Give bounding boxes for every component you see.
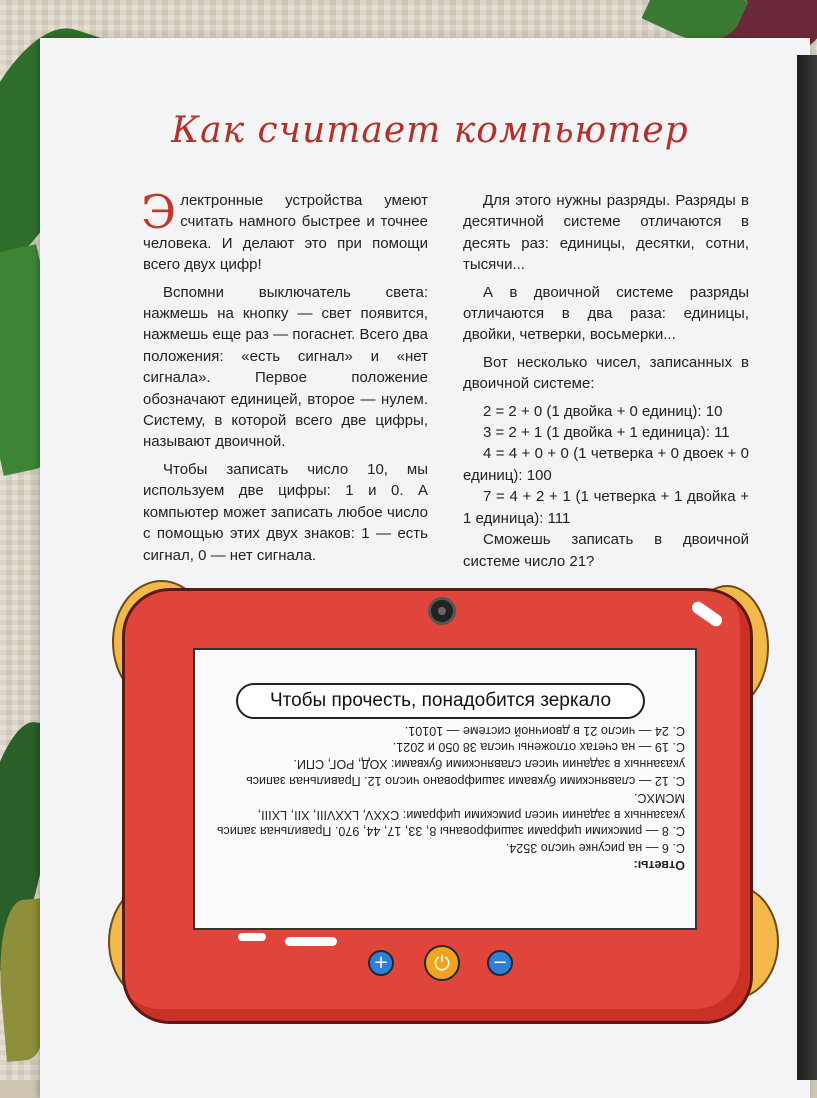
paragraph: Вспомни выключатель света: нажмешь на кнопку — свет появится, нажмешь еще раз — погаснет. Всего два положения: «есть сигнал» и «нет сигнала». Первое положение обозначают единицей, второе — нулем. Систему, в которой всего две цифры, называют двоичной.	[143, 283, 428, 451]
answers-title: Ответы:	[633, 858, 685, 873]
paragraph: Чтобы записать число 10, мы используем две цифры: 1 и 0. А компьютер может записать любое число с помощью этих двух знаков: 1 — есть сигнал, 0 — нет сигнала.	[143, 460, 428, 564]
tablet-highlight	[285, 937, 337, 946]
right-column	[463, 190, 749, 578]
page-title: Как считает компьютер	[171, 110, 689, 151]
mirrored-answers	[205, 722, 685, 873]
camera-icon	[428, 597, 456, 625]
equation: 4 = 4 + 0 + 0 (1 четверка + 0 двоек + 0 единиц): 100	[463, 445, 749, 484]
paragraph-text: лектронные устройства умеют считать намного быстрее и точнее человека. И делают это при помощи всего двух цифр!	[143, 192, 428, 274]
plus-icon: +	[368, 950, 394, 976]
minus-icon: −	[487, 950, 513, 976]
power-icon: ⏻	[424, 945, 460, 981]
left-column	[141, 185, 428, 572]
paragraph	[141, 185, 428, 276]
paragraph: Вот несколько чисел, записанных в двоичной системе:	[463, 353, 749, 393]
answer-item: С. 19 — на счетах отложены числа 38 050 и 2021.	[392, 740, 685, 755]
equation: 2 = 2 + 0 (1 двойка + 0 единиц): 10	[483, 402, 723, 420]
paragraph: А в двоичной системе разряды отличаются в два раза: единицы, двойки, четверки, восьмерки...	[463, 283, 749, 344]
question: Сможешь записать в двоичной системе число 21?	[463, 531, 749, 570]
drop-cap: Э	[141, 185, 177, 239]
paragraph: Для этого нужны разряды. Разряды в десятичной системе отличаются в десять раз: единицы, десятки, сотни, тысячи...	[463, 192, 749, 274]
answer-item: С. 12 — славянскими буквами зашифровано число 12. Правильная запись указанных в задании чисел славянскими буквами: ХОД, РОГ, СПИ.	[246, 757, 685, 789]
answer-item: С. 24 — число 21 в двоичной системе — 10101.	[404, 723, 685, 738]
answer-item: С. 8 — римскими цифрами зашифрованы 8, 33, 17, 44, 970. Правильная запись указанных в задании чисел римскими цифрами: CXXV, LXXVIII, XII, LXIII, MCMXC.	[216, 790, 685, 839]
answer-item: С. 6 — на рисунке число 3524.	[505, 841, 685, 856]
book-cover-edge	[797, 55, 817, 1080]
mirror-banner: Чтобы прочесть, понадобится зеркало	[236, 683, 645, 719]
equation: 3 = 2 + 1 (1 двойка + 1 единица): 11	[483, 424, 730, 442]
tablet-highlight	[238, 933, 266, 941]
equation: 7 = 4 + 2 + 1 (1 четверка + 1 двойка + 1 единица): 111	[463, 488, 749, 527]
